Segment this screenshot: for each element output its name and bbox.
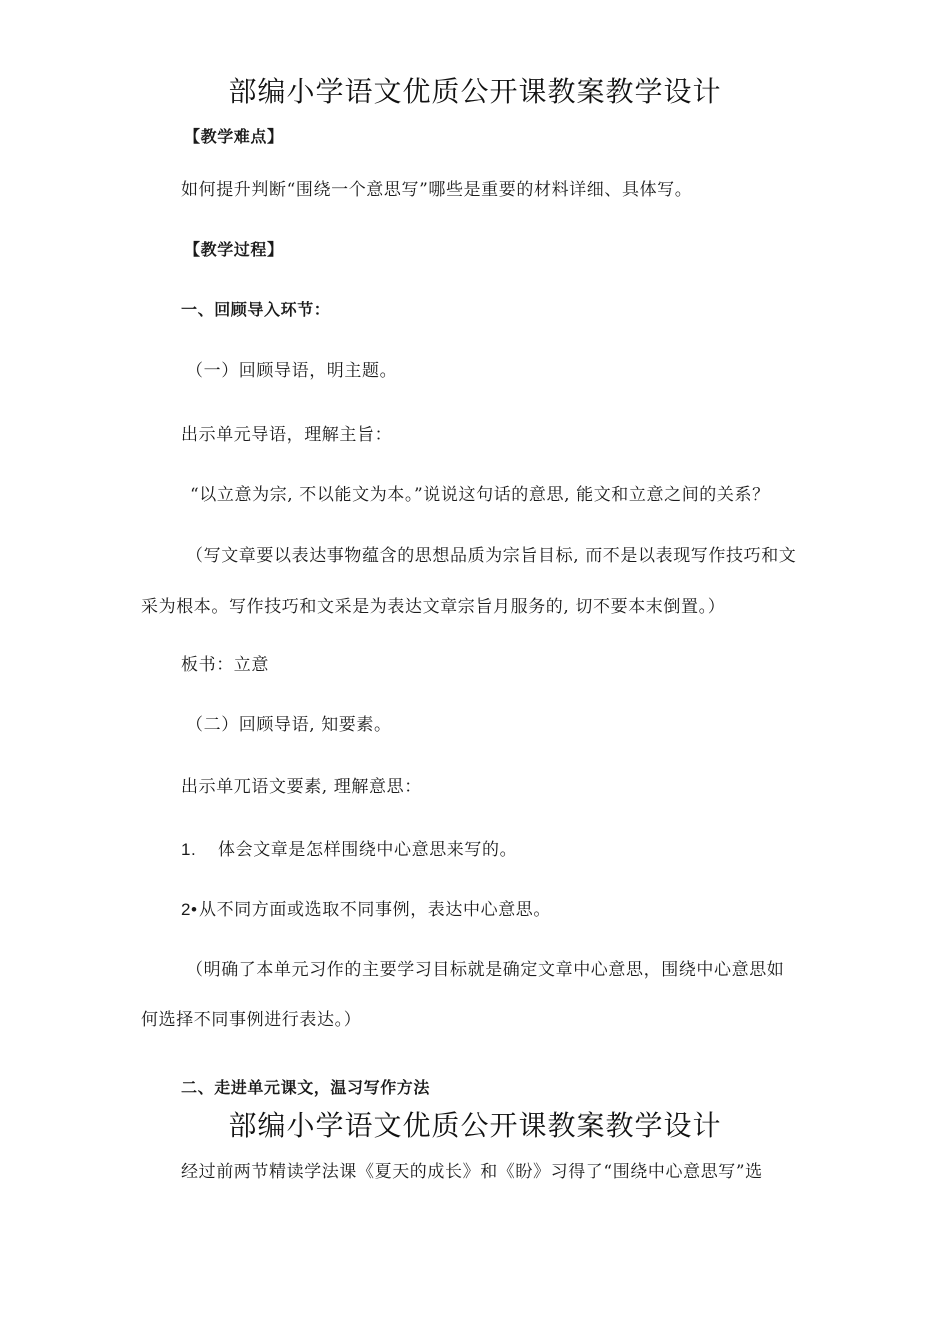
difficulty-text: 如何提升判断“围绕一个意思写”哪些是重要的材料详细、具体写。 (181, 180, 693, 200)
process-heading: 【教学过程】 (184, 240, 284, 259)
quote-line: “以立意为宗, 不以能文为本。”说说这句话的意思, 能文和立意之间的关系？ (190, 485, 770, 505)
explanation1-line2: 采为根本。写作技巧和文采是为表达文章宗旨月服务的, 切不要本末倒置。） (141, 597, 726, 617)
body-text-last-line: 经过前两节精读学法课《夏天的成长》和《盼》习得了“围绕中心意思写”选 (181, 1162, 763, 1182)
explanation2-line2: 何选择不同事例进行表达。） (141, 1010, 362, 1030)
subsection2-heading: （二）回顾导语, 知要素。 (186, 715, 392, 735)
page-title: 部编小学语文优质公开课教案教学设计 (228, 75, 722, 108)
board-note: 板书：立意 (181, 655, 269, 675)
page-title-repeat: 部编小学语文优质公开课教案教学设计 (228, 1109, 722, 1142)
show-unit-guide: 出示单元导语，理解主旨： (181, 425, 393, 445)
explanation2-line1: （明确了本单元习作的主要学习目标就是确定文章中心意思，围绕中心意思如 (186, 960, 785, 980)
section2-heading: 二、走进单元课文，温习写作方法 (181, 1078, 431, 1097)
explanation1-line1: （写文章要以表达事物蕴含的思想品质为宗旨目标, 而不是以表现写作技巧和文 (186, 546, 797, 566)
list-item-2-text: 从不同方面或选取不同事例，表达中心意思。 (199, 900, 551, 920)
show-unit-elements: 出示单兀语文要素, 理解意思： (181, 777, 422, 797)
section1-heading: 一、回顾导入环节： (181, 300, 331, 319)
list-item-1-number: 1. (181, 840, 197, 859)
subsection1-heading: （一）回顾导语，明主题。 (186, 361, 398, 381)
list-item-1-text: 体会文章是怎样围绕中心意思来写的。 (218, 840, 518, 860)
list-item-2-number: 2• (181, 900, 198, 919)
difficulty-heading: 【教学难点】 (184, 127, 284, 146)
